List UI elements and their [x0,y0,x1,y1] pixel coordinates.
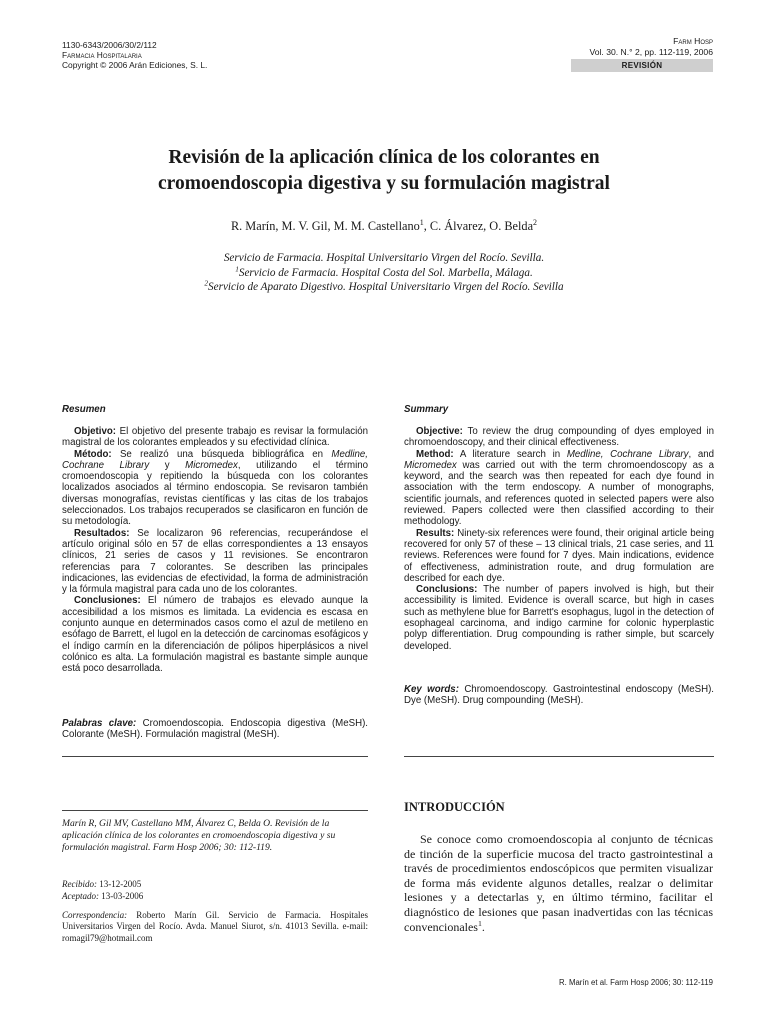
page-footer: R. Marín et al. Farm Hosp 2006; 30: 112-119 [559,978,713,987]
journal-short: Farm Hosp [673,36,713,46]
affiliation-1-sup: 1 [235,264,239,273]
summary-heading: Summary [404,404,449,415]
objective-label: Objective: [416,426,463,437]
correspondence-text: Roberto Marín Gil. Servicio de Farmacia. Hospitales Universitarios Virgen del Rocío. Avda. Manuel Siurot, s/n. 41013 Sevilla. e-mail: romagil79@hotmail.com [62,910,368,943]
authors [60,219,708,234]
method-italic-1: Medline, Cochrane Library [566,448,689,460]
affiliation-1-text: Servicio de Farmacia. Hospital Costa del Sol. Marbella, Málaga. [238,266,533,279]
objetivo-label: Objetivo: [74,426,116,437]
summary-results [404,528,714,584]
summary-body [404,426,714,652]
intro-end: . [481,919,485,934]
metodo-italic-2: Micromedex [185,459,238,471]
keywords-text: Chromoendoscopy. Gastrointestinal endoscopy (MeSH). Dye (MeSH). Drug compounding (MeSH). [404,684,714,707]
correspondence [62,910,368,944]
objetivo-text: El objetivo del presente trabajo es revisar la formulación magistral de los colorantes empleados y su efectividad clínica. [62,426,368,449]
resumen-body [62,426,368,675]
method-text-c: was carried out with the term chromoendoscopy as a keyword, and the search was then repeated for each dye found in association with the term endoscopy. A number of monographs, scientific journals, and references quoted in selected papers were also reviewed. Papers collected were then classified according to their methodology. [404,459,714,528]
metodo-italic-1: Medline, Cochrane Library [62,448,368,471]
metodo-text-a: Se realizó una búsqueda bibliográfica en [111,448,332,460]
volume-info: Vol. 30. N.° 2, pp. 112-119, 2006 [589,46,713,57]
resumen-resultados [62,528,368,596]
method-text-a: A literature search in [453,448,567,460]
palabras-clave [62,718,368,741]
intro-text: Se conoce como cromoendoscopia al conjunto de técnicas de tinción de la superficie mucosa del tracto gastrointestinal a través de procedimientos endoscópicos que permiten visualizar de forma más evidente algunos detalles, realzar o delimitar lesiones y a detectarlas y, en último término, facilitar el diagnóstico de lesiones que pasan inadvertidas con las técnicas convencionales [404,832,713,934]
authors-part-2: , C. Álvarez, O. Belda [423,219,534,233]
dates [62,878,143,902]
divider-right [404,756,714,757]
accepted-date: 13-03-2006 [98,891,144,901]
intro-body [404,832,713,934]
affiliation-0: Servicio de Farmacia. Hospital Universitario Virgen del Rocío. Sevilla. [223,252,545,264]
authors-sup-2: 2 [533,217,538,227]
conclusiones-text: El número de trabajos es elevado aunque la accesibilidad a los mismos es limitada. La evidencia es escasa en conjunto aunque en determinados casos como el azul de metileno en esófago de Barrett, el lugol en la detección de carcinomas esofágicos y el índigo carmín en la diferenciación de pólipos hiperplásicos a nivel colónico es alta. La formulación magistral es bastante simple aunque está poco desarrollada. [62,595,368,675]
correspondence-label: Correspondencia: [62,910,128,920]
conclusions-label: Conclusions: [416,584,478,596]
divider-citation [62,810,368,811]
method-italic-2: Micromedex [404,459,457,471]
authors-part-1: R. Marín, M. V. Gil, M. M. Castellano [230,219,420,233]
received-date: 13-12-2005 [97,879,142,889]
resumen-heading: Resumen [62,404,106,415]
affiliations [60,251,708,295]
resumen-objetivo [62,426,368,449]
summary-conclusions [404,584,714,652]
journal-header-right [589,36,713,57]
article-title [60,145,708,197]
received [62,878,143,890]
results-label: Results: [416,527,455,539]
summary-objective [404,426,714,449]
affiliation-2 [60,280,708,295]
accepted-label: Aceptado: [62,891,99,901]
issn: 1130-6343/2006/30/2/112 [62,40,157,50]
results-text: Ninety-six references were found, their original article being recovered for only 57 of these – 13 clinical trials, 21 case series, and 11 reviews. References were found for 7 dyes. Main indications, evidence of effectiveness, administration route, and drug formulation are described for each dye. [404,527,714,584]
resultados-label: Resultados: [74,527,130,539]
objective-text: To review the drug compounding of dyes employed in chromoendoscopy, and their clinical effectiveness. [404,426,714,449]
resultados-text: Se localizaron 96 referencias, recuperándose el artículo original sólo en 57 de ellas correspondientes a 13 ensayos clínicos, 21 series de casos y 11 revisiones. Se encontraron referencias para 7 colorantes. Se describen las principales indicaciones, las evidencias de efectividad, la forma de administración y la fórmula magistral para cada uno de los colorantes. [62,527,368,596]
summary-method [404,449,714,528]
journal-name: Farmacia Hospitalaria [62,50,142,60]
intro-paragraph [404,832,713,934]
received-label: Recibido: [62,879,97,889]
citation: Marín R, Gil MV, Castellano MM, Álvarez C, Belda O. Revisión de la aplicación clínica de los colorantes en cromoendoscopia digestiva y su formulación magistral. Farm Hosp 2006; 30: 112-119. [62,818,336,853]
copyright: Copyright © 2006 Arán Ediciones, S. L. [62,60,208,70]
palabras-text: Cromoendoscopia. Endoscopia digestiva (MeSH). Colorante (MeSH). Formulación magistral (MeSH). [62,718,368,741]
key-words [404,684,714,707]
resumen-metodo [62,449,368,528]
divider-left [62,756,368,757]
palabras-label: Palabras clave: [62,718,137,729]
title-line-2: cromoendoscopia digestiva y su formulación magistral [158,173,610,194]
intro-heading: INTRODUCCIÓN [404,800,505,814]
affiliation-2-sup: 2 [204,279,209,288]
accepted [62,890,143,902]
keywords-label: Key words: [404,684,459,695]
method-text-b: , and [688,448,714,460]
authors-sup-1: 1 [419,217,424,227]
metodo-text-b: y [149,459,186,471]
method-label: Method: [416,448,454,460]
affiliation-2-text: Servicio de Aparato Digestivo. Hospital Universitario Virgen del Rocío. Sevilla [208,281,564,293]
metodo-text-c: , utilizando el término cromoendoscopia y repitiendo la búsqueda con los colorantes localizados asociados al término endoscopia. Se revisaron también diversas monografías, revistas científicas y las citas de los trabajos seleccionados. Los trabajos recuperados se clasificaron en función de su metodología. [62,459,369,528]
metodo-label: Método: [74,448,112,460]
affiliation-1 [60,266,708,281]
intro-ref: 1 [477,918,482,928]
title-line-1: Revisión de la aplicación clínica de los colorantes en [168,147,600,168]
journal-header-left [62,40,207,70]
section-badge: REVISIÓN [571,59,713,72]
resumen-conclusiones [62,595,368,674]
conclusions-text: The number of papers involved is high, but their accessibility is limited. Evidence is overall scarce, but high in cases such as methylene blue for Barrett's esophagus, lugol in the detection of esophageal carcinoma, and indigo carmine for colonic hyperplastic polyp differentiation. Drug compounding is rather simple, but scarcely developed. [404,584,714,652]
conclusiones-label: Conclusiones: [74,595,141,607]
